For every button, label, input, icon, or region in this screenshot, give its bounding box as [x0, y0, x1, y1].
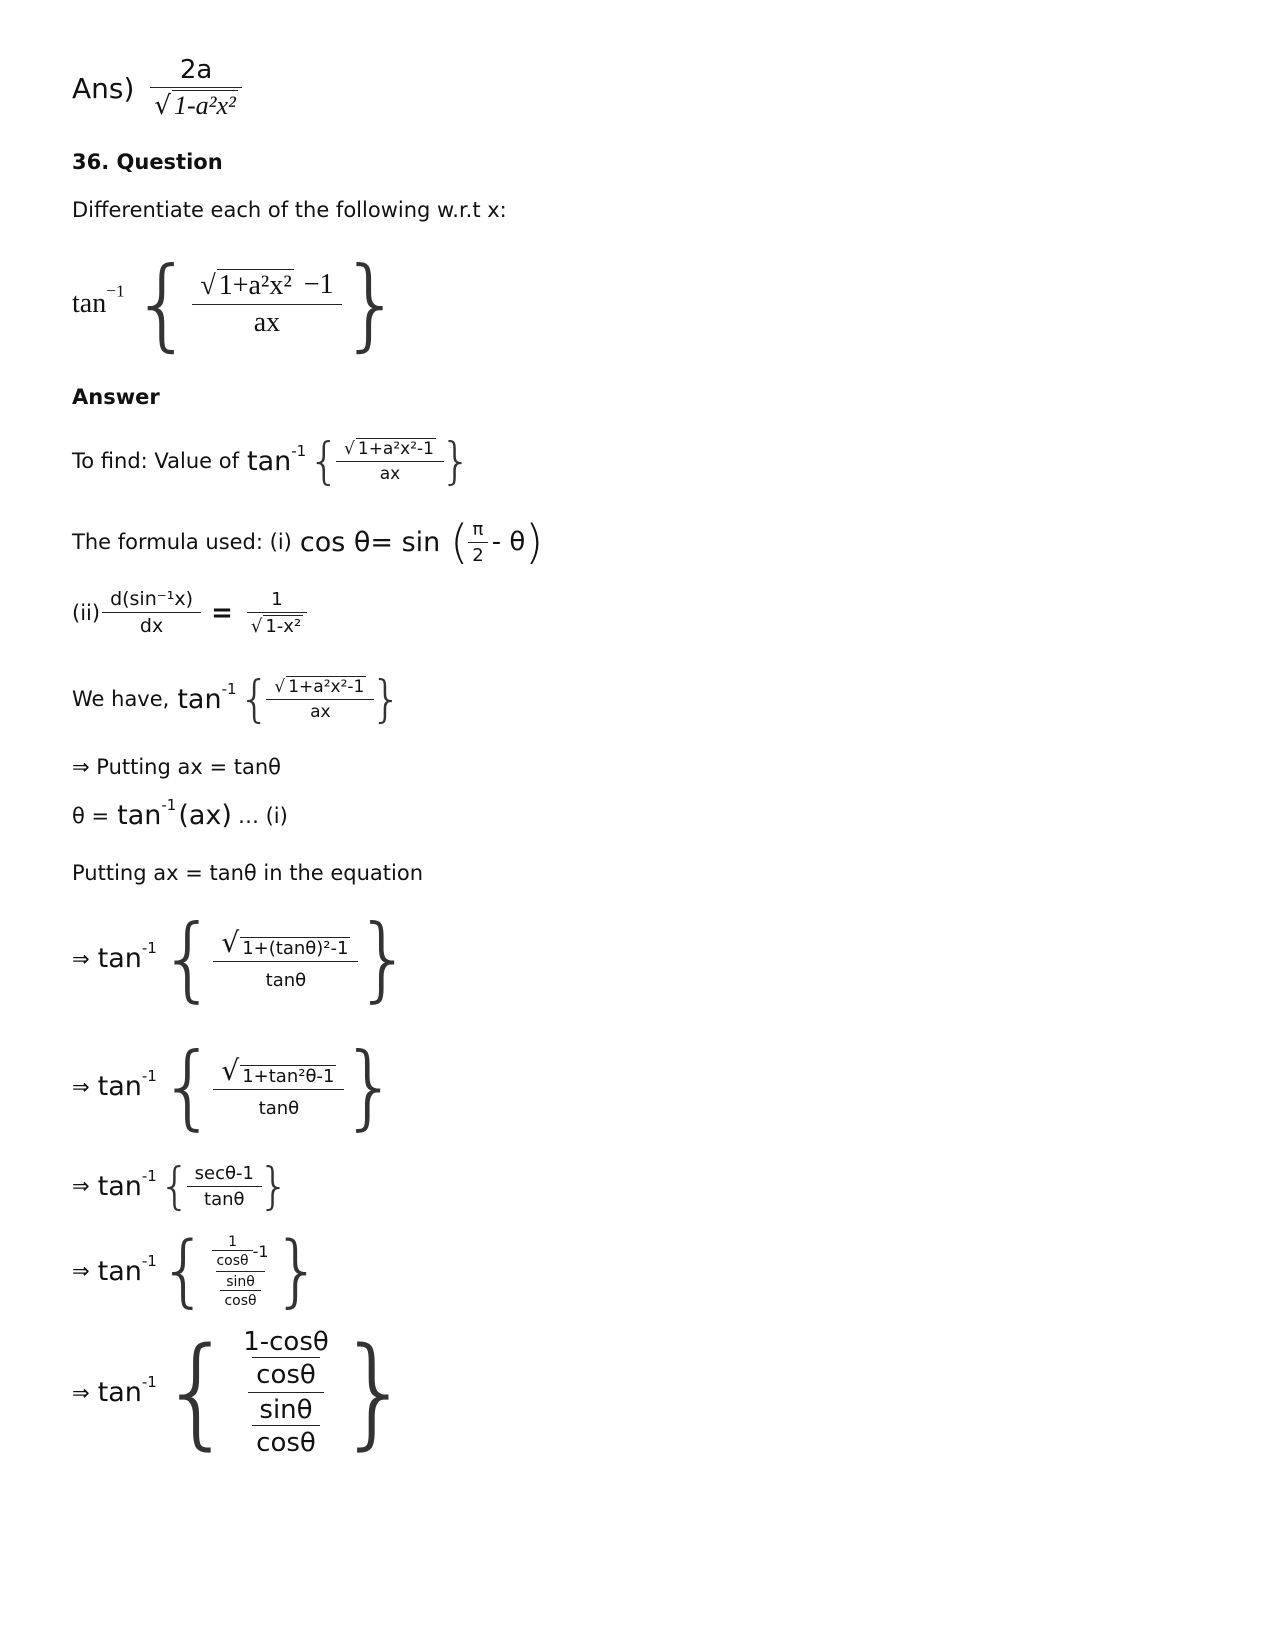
implies-icon: ⇒ — [72, 1380, 90, 1405]
left-brace-icon: { — [130, 245, 195, 362]
step-4-d: sinθ — [226, 1273, 255, 1290]
fn-tan: $\tan^{-1}$ — [177, 679, 237, 715]
step-5-inner-bottom — [252, 1395, 320, 1458]
expr-fraction: √ 1+a²x² −1 ax — [196, 269, 337, 339]
fn-tan: $\tan^{-1}$ — [97, 1373, 157, 1408]
step-5-fraction — [235, 1327, 337, 1458]
step-5-c: sinθ — [259, 1395, 313, 1425]
left-brace-icon: { — [158, 905, 218, 1012]
step-2-num: 1+tan²θ-1 — [242, 1066, 335, 1087]
putting-line-1: ⇒ Putting ax = tanθ — [72, 755, 281, 779]
left-brace-icon: { — [158, 1157, 191, 1215]
inner-radicand: 1+a²x²-1 — [288, 677, 365, 697]
previous-answer — [72, 55, 242, 121]
right-brace-icon: } — [340, 1033, 399, 1140]
step-5-inner-top — [239, 1327, 333, 1390]
derivative-num: d(sin⁻¹x) — [110, 588, 194, 610]
right-brace-icon: } — [339, 245, 404, 362]
step-4 — [72, 1226, 322, 1316]
theta-eq-lhs: θ = — [72, 803, 110, 828]
step-4-c: -1 — [252, 1241, 269, 1261]
inner-denominator: ax — [266, 699, 374, 722]
derivative-den: dx — [102, 612, 201, 637]
expr-num-tail: −1 — [303, 269, 334, 300]
inner-denominator: ax — [336, 461, 444, 484]
step-1-num: 1+(tanθ)²-1 — [242, 938, 349, 959]
formula-ii-label: (ii) — [72, 600, 101, 625]
pi-over-2 — [468, 519, 487, 566]
inner-fraction: √ 1+a²x²-1 ax — [270, 676, 370, 722]
formula-i-line — [72, 515, 543, 569]
question-expression — [72, 245, 403, 362]
fn-tan: $\tan^{-1}$ — [97, 1251, 157, 1287]
putting-line-2: Putting ax = tanθ in the equation — [72, 861, 424, 885]
ans-denominator — [150, 87, 241, 121]
step-4-inner-bottom — [220, 1274, 260, 1309]
formula-i-tail: - θ — [491, 527, 526, 557]
left-brace-icon: { — [238, 670, 271, 728]
rhs-fraction: 1 √ 1-x² — [247, 589, 307, 637]
step-5 — [72, 1323, 413, 1462]
step-1 — [72, 905, 413, 1012]
left-paren-icon: ( — [450, 515, 469, 569]
question-prompt: Differentiate each of the following w.r.t x: — [72, 198, 507, 222]
right-brace-icon: } — [257, 1157, 290, 1215]
step-1-fraction: √ 1+(tanθ)²-1 tanθ — [217, 926, 354, 991]
step-3-num: secθ-1 — [194, 1162, 254, 1184]
right-brace-icon: } — [354, 905, 414, 1012]
right-brace-icon: } — [440, 432, 472, 490]
ans-numerator: 2a — [179, 55, 213, 85]
theta-eq-arg: (ax) — [178, 800, 232, 831]
theta-eq-ref: … (i) — [237, 803, 288, 828]
we-have-line — [72, 670, 402, 728]
formula-i: cos θ= sin — [299, 526, 441, 558]
sqrt-icon: √ — [154, 91, 171, 121]
rhs-radicand: 1-x² — [265, 615, 302, 637]
to-find-label: To find: Value of — [72, 449, 239, 473]
ans-label: Ans) — [72, 71, 135, 105]
fn-tan: $\tan^{-1}$ — [97, 1166, 157, 1202]
answer-heading: Answer — [72, 385, 160, 409]
pi: π — [472, 518, 484, 540]
implies-icon: ⇒ — [72, 1259, 90, 1283]
ans-radicand: 1-a²x² — [174, 91, 236, 120]
left-brace-icon: { — [158, 1033, 218, 1140]
fn-tan: $\tan^{-1}$ — [97, 1067, 157, 1102]
step-5-a: 1-cosθ — [243, 1327, 329, 1357]
right-brace-icon: } — [272, 1226, 323, 1316]
left-brace-icon: { — [308, 432, 341, 490]
formula-ii-line — [72, 588, 307, 637]
step-4-b: cosθ — [212, 1250, 252, 1269]
right-brace-icon: } — [370, 670, 403, 728]
we-have-label: We have, — [72, 687, 170, 711]
step-5-b: cosθ — [252, 1357, 320, 1390]
step-3-den: tanθ — [187, 1186, 262, 1210]
equals: = — [211, 597, 233, 628]
implies-icon: ⇒ — [72, 1074, 90, 1099]
expr-denominator: ax — [192, 304, 341, 339]
theta-definition — [72, 796, 288, 831]
implies-icon: ⇒ — [72, 1174, 90, 1198]
fn-tan: $\tan^{-1}$ — [97, 939, 157, 974]
inner-fraction: √ 1+a²x²-1 ax — [340, 438, 440, 484]
ans-fraction — [150, 55, 241, 121]
left-brace-icon: { — [158, 1226, 209, 1316]
expr-radicand: 1+a²x² — [218, 269, 292, 301]
step-2 — [72, 1033, 399, 1140]
rhs-num: 1 — [271, 588, 283, 610]
formula-label: The formula used: (i) — [72, 530, 292, 554]
step-2-den: tanθ — [213, 1089, 344, 1119]
step-1-den: tanθ — [213, 961, 358, 991]
fn-tan: $\tan^{-1}$ — [117, 796, 177, 831]
fn-tan: $\tan^{-1}$ — [247, 441, 307, 477]
to-find-line — [72, 432, 472, 490]
right-brace-icon: } — [336, 1323, 414, 1462]
inner-radicand: 1+a²x²-1 — [357, 439, 434, 459]
expr-fn: $\tan^{-1}$ — [72, 280, 125, 319]
implies-icon: ⇒ — [72, 946, 90, 971]
right-paren-icon: ) — [525, 515, 544, 569]
step-2-fraction: √ 1+tan²θ-1 tanθ — [217, 1054, 340, 1119]
derivative-fraction — [106, 588, 197, 637]
step-4-inner-top — [212, 1234, 252, 1269]
step-4-fraction — [208, 1234, 272, 1309]
step-3-fraction — [191, 1163, 258, 1210]
step-3 — [72, 1157, 290, 1215]
step-4-e: cosθ — [220, 1290, 260, 1309]
question-heading: 36. Question — [72, 150, 223, 174]
step-5-d: cosθ — [252, 1425, 320, 1458]
step-4-a: 1 — [228, 1233, 237, 1250]
two: 2 — [468, 542, 487, 566]
left-brace-icon: { — [158, 1323, 236, 1462]
